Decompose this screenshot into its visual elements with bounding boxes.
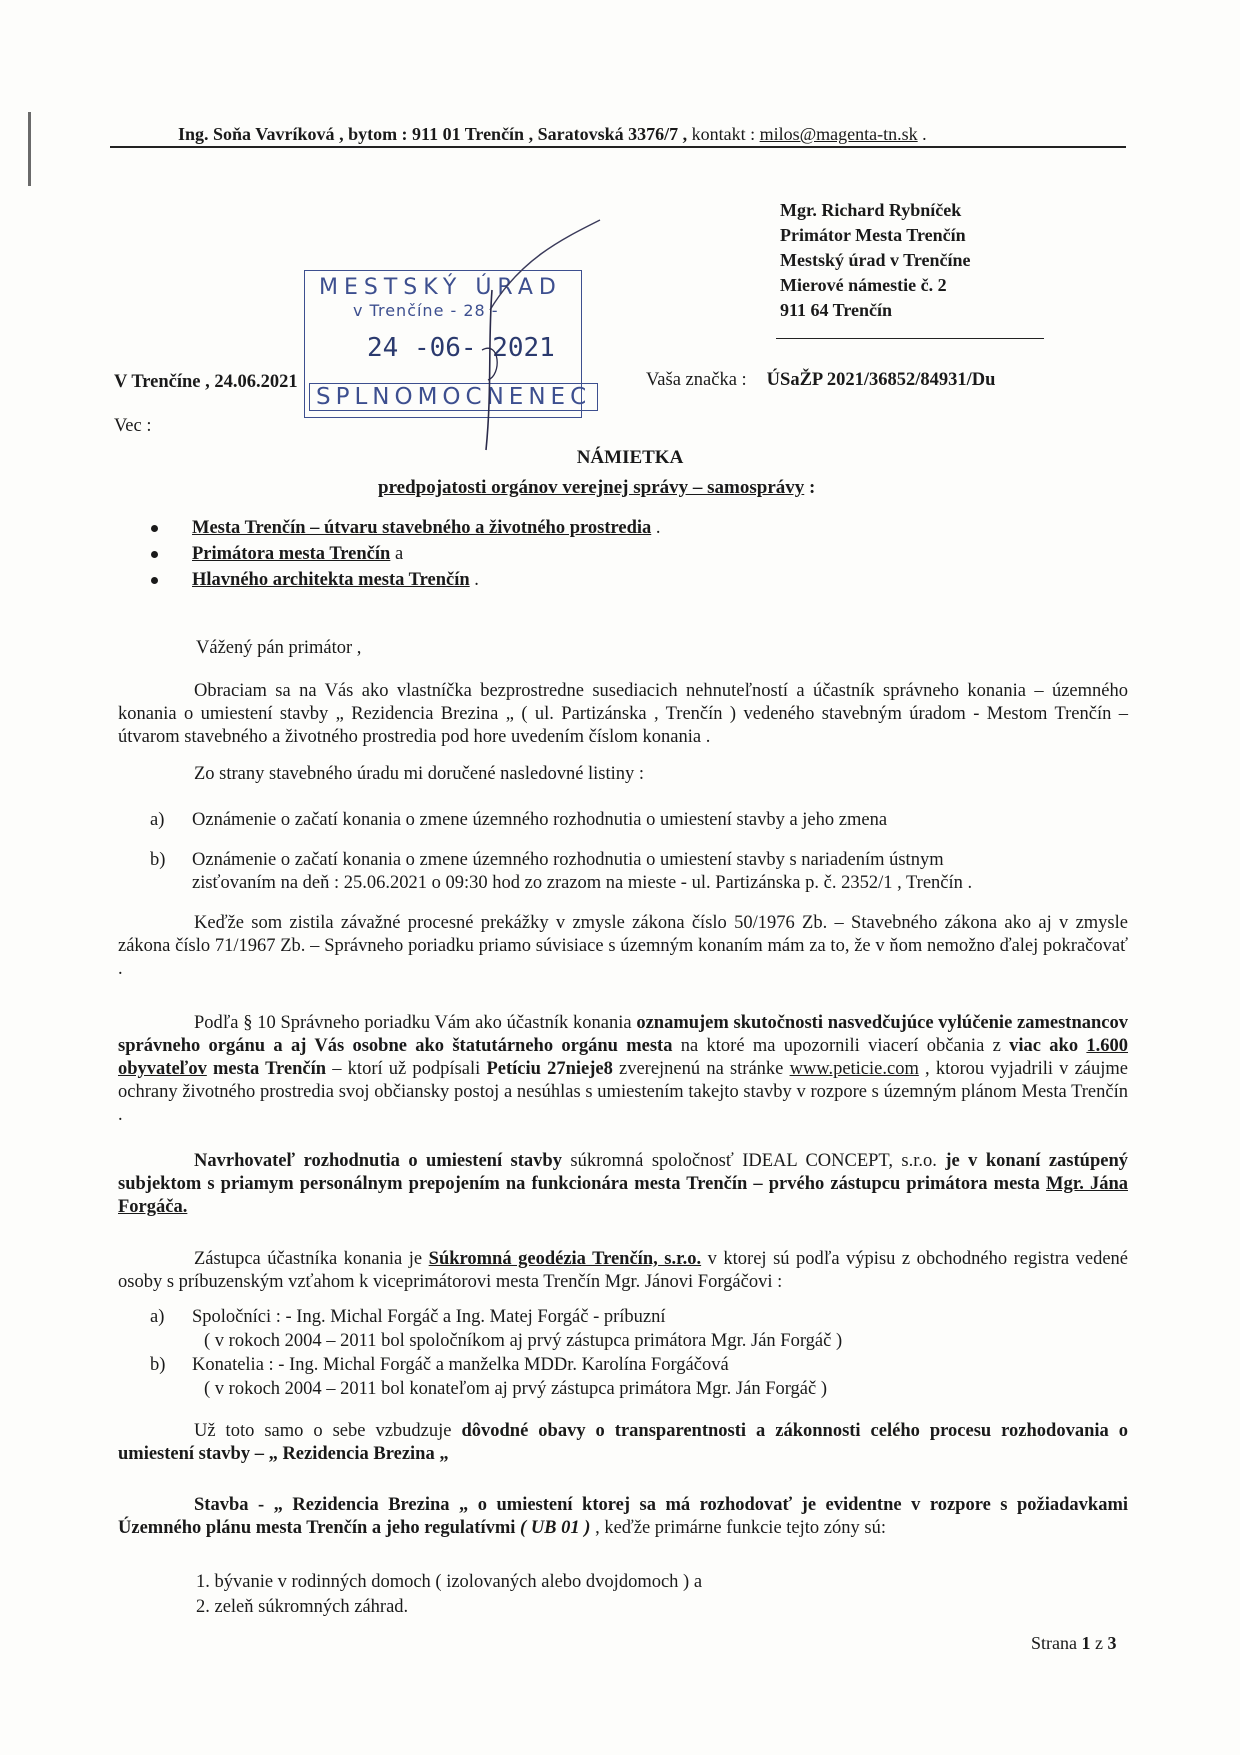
document-title: NÁMIETKA — [576, 447, 684, 468]
list-text-cont: ( v rokoch 2004 – 2011 bol spoločníkom aj prvý zástupca primátora Mgr. Ján Forgáč ) — [204, 1331, 843, 1351]
p4-text: – ktorí už podpísali — [326, 1059, 487, 1079]
recipient-block — [780, 198, 971, 323]
p4-bold-underlined: 1.600 obyvateľov — [118, 1036, 1129, 1079]
page-number — [1031, 1633, 1116, 1654]
bullet-list — [150, 515, 661, 593]
reference-number — [646, 370, 995, 391]
list-item — [150, 567, 661, 593]
p4-bold: mesta Trenčín — [206, 1059, 327, 1079]
p6-text: v ktorej sú podľa výpisu z obchodného registra vedené osoby s príbuzenským vzťahom k viceprimátorovi mesta Trenčín Mgr. Jánovi Forgáčovi : — [118, 1249, 1128, 1292]
recipient-city: 911 64 Trenčín — [780, 300, 893, 320]
p4-bold: viac ako — [1009, 1036, 1087, 1056]
subject-label: Vec : — [114, 416, 152, 436]
bullet-text: Hlavného architekta mesta Trenčín — [192, 570, 470, 590]
sender-name: Ing. Soňa Vavríková — [178, 124, 335, 144]
list-text-cont: ( v rokoch 2004 – 2011 bol konateľom aj prvý zástupca primátora Mgr. Ján Forgáč ) — [204, 1379, 828, 1399]
p4-text: na ktoré ma upozornili viacerí občania z — [672, 1036, 1010, 1056]
p4-bold: oznamujem skutočnosti nasvedčujúce vylúčenie zamestnancov správneho orgánu a aj Vás osobne ako štatutárneho orgánu mesta — [118, 1013, 1128, 1056]
paragraph-6 — [118, 1248, 1128, 1294]
bullet-icon — [150, 567, 160, 593]
bullet-icon — [150, 541, 160, 567]
paragraph-2-text: Zo strany stavebného úradu mi doručené nasledovné listiny : — [194, 764, 645, 784]
document-subtitle — [378, 477, 815, 499]
list-item — [150, 515, 661, 541]
list-text: Konatelia : - Ing. Michal Forgáč a manželka MDDr. Karolína Forgáčová — [192, 1355, 729, 1375]
page-label: Strana — [1031, 1633, 1082, 1653]
header-rule — [110, 146, 1126, 148]
p6-bold-underlined: Súkromná geodézia Trenčín, s.r.o. — [428, 1249, 702, 1269]
list-text-cont: zisťovaním na deň : 25.06.2021 o 09:30 hod zo zrazom na mieste - ul. Partizánska p. č. 2352/1 , Trenčín . — [192, 873, 973, 893]
p6-text: Zástupca účastníka konania je — [194, 1249, 429, 1269]
reference-label: Vaša značka : — [646, 370, 747, 390]
paragraph-4 — [118, 1012, 1128, 1127]
bullet-end: . — [651, 518, 661, 538]
bullet-end: a — [390, 544, 404, 564]
list-item: 1. bývanie v rodinných domoch ( izolovaných alebo dvojdomoch ) a — [196, 1572, 703, 1592]
reference-value: ÚSaŽP 2021/36852/84931/Du — [766, 370, 996, 390]
p7-text: Už toto samo o sebe vzbudzuje — [194, 1421, 462, 1441]
p8-bold: Stavba - „ Rezidencia Brezina „ o umiestení ktorej sa má rozhodovať je evidentne v rozpore s požiadavkami Územného plánu mesta Trenčín a jeho regulatívmi — [118, 1495, 1128, 1538]
recipient-title: Primátor Mesta Trenčín — [780, 225, 966, 245]
bullet-text: Primátora mesta Trenčín — [192, 544, 391, 564]
p7-bold: dôvodné obavy o transparentnosti a zákonnosti celého procesu rozhodovania o umiestení stavby – „ Rezidencia Brezina „ — [118, 1421, 1128, 1464]
bullet-end: . — [469, 570, 479, 590]
subtitle-text: predpojatosti orgánov verejnej správy – samosprávy — [378, 477, 805, 498]
recipient-name: Mgr. Richard Rybníček — [780, 200, 962, 220]
paragraph-1 — [118, 680, 1128, 749]
handwritten-signature — [440, 200, 620, 460]
paragraph-8 — [118, 1494, 1128, 1540]
header-end: . — [917, 124, 927, 144]
stamp-city: v Trenčíne - 28 - — [353, 301, 499, 320]
p5-bold-underlined: Mgr. Jána Forgáča. — [118, 1174, 1128, 1217]
p8-text: , keďže primárne funkcie tejto zóny sú: — [590, 1518, 886, 1538]
p5-text: súkromná spoločnosť IDEAL CONCEPT, s.r.o. — [561, 1151, 946, 1171]
paragraph-1-text: Obraciam sa na Vás ako vlastníčka bezprostredne susediacich nehnuteľností a účastník správneho konania – územného konania o umiestení stavby „ Rezidencia Brezina „ ( ul. Partizánska , Trenčín ) vedeného stavebným úradom - Mestom Trenčín – útvarom stavebného a životného prostredia pod hore uvedením číslom konania . — [118, 681, 1128, 747]
bullet-icon — [150, 515, 160, 541]
page-current: 1 — [1081, 1633, 1091, 1653]
list-label: b) — [150, 1355, 166, 1375]
list-item: 2. zeleň súkromných záhrad. — [196, 1597, 409, 1617]
paragraph-3 — [118, 912, 1128, 981]
sender-address: , bytom : 911 01 Trenčín , Saratovská 3376/7 , — [334, 124, 692, 144]
contact-label: kontakt : — [691, 124, 760, 144]
page-of: z — [1090, 1633, 1108, 1653]
recipient-rule — [776, 338, 1044, 339]
p4-text: , ktorou vyjadrili v záujme ochrany životného prostredia svoj občiansky postoj a nesúhlas s umiestením takejto stavby v rozpore s územným plánom Mesta Trenčín . — [118, 1059, 1128, 1125]
p4-text: Podľa § 10 Správneho poriadku Vám ako účastník konania — [194, 1013, 637, 1033]
recipient-office: Mestský úrad v Trenčíne — [780, 250, 971, 270]
petition-name: Petíciu 27nieje8 — [486, 1059, 613, 1079]
sender-header — [178, 124, 927, 145]
petition-link[interactable]: www.peticie.com — [789, 1059, 919, 1079]
contact-email: milos@magenta-tn.sk — [759, 124, 918, 144]
paragraph-5 — [118, 1150, 1128, 1219]
place-and-date: V Trenčíne , 24.06.2021 — [114, 372, 298, 392]
zone-code: ( UB 01 ) — [520, 1518, 591, 1538]
paragraph-7 — [118, 1420, 1128, 1466]
stamp-role: SPLNOMOCNENEC — [309, 383, 598, 411]
zone-functions — [196, 1570, 702, 1620]
list-label: a) — [150, 810, 165, 830]
p4-text: zverejnenú na stránke — [612, 1059, 790, 1079]
paragraph-2 — [118, 763, 1128, 786]
list-text: Spoločníci : - Ing. Michal Forgáč a Ing. Matej Forgáč - príbuzní — [192, 1307, 666, 1327]
recipient-street: Mierové námestie č. 2 — [780, 275, 947, 295]
salutation: Vážený pán primátor , — [196, 638, 362, 658]
list-text: Oznámenie o začatí konania o zmene územného rozhodnutia o umiestení stavby s nariadením ústnym — [192, 850, 944, 870]
paragraph-3-text: Keďže som zistila závažné procesné prekážky v zmysle zákona číslo 50/1976 Zb. – Stavebného zákona ako aj v zmysle zákona číslo 71/1967 Zb. – Správneho poriadku priamo súvisiace s územným konaním mám za to, že v ňom nemožno ďalej pokračovať . — [118, 913, 1128, 979]
subtitle-end: : — [804, 477, 816, 498]
page-total: 3 — [1107, 1633, 1117, 1653]
stamp-office: MESTSKÝ ÚRAD — [319, 275, 562, 300]
list-item — [150, 541, 661, 567]
bullet-text: Mesta Trenčín – útvaru stavebného a životného prostredia — [192, 518, 652, 538]
margin-mark — [28, 112, 31, 186]
stamp-date: 24 -06- 2021 — [367, 333, 555, 363]
list-text: Oznámenie o začatí konania o zmene územného rozhodnutia o umiestení stavby a jeho zmena — [192, 810, 888, 830]
p5-bold: Navrhovateľ rozhodnutia o umiestení stavby — [194, 1151, 562, 1171]
list-label: a) — [150, 1307, 165, 1327]
list-label: b) — [150, 850, 166, 870]
p5-bold: je v konaní zastúpený subjektom s priamym personálnym prepojením na funkcionára mesta Trenčín – prvého zástupcu primátora mesta — [118, 1151, 1128, 1194]
